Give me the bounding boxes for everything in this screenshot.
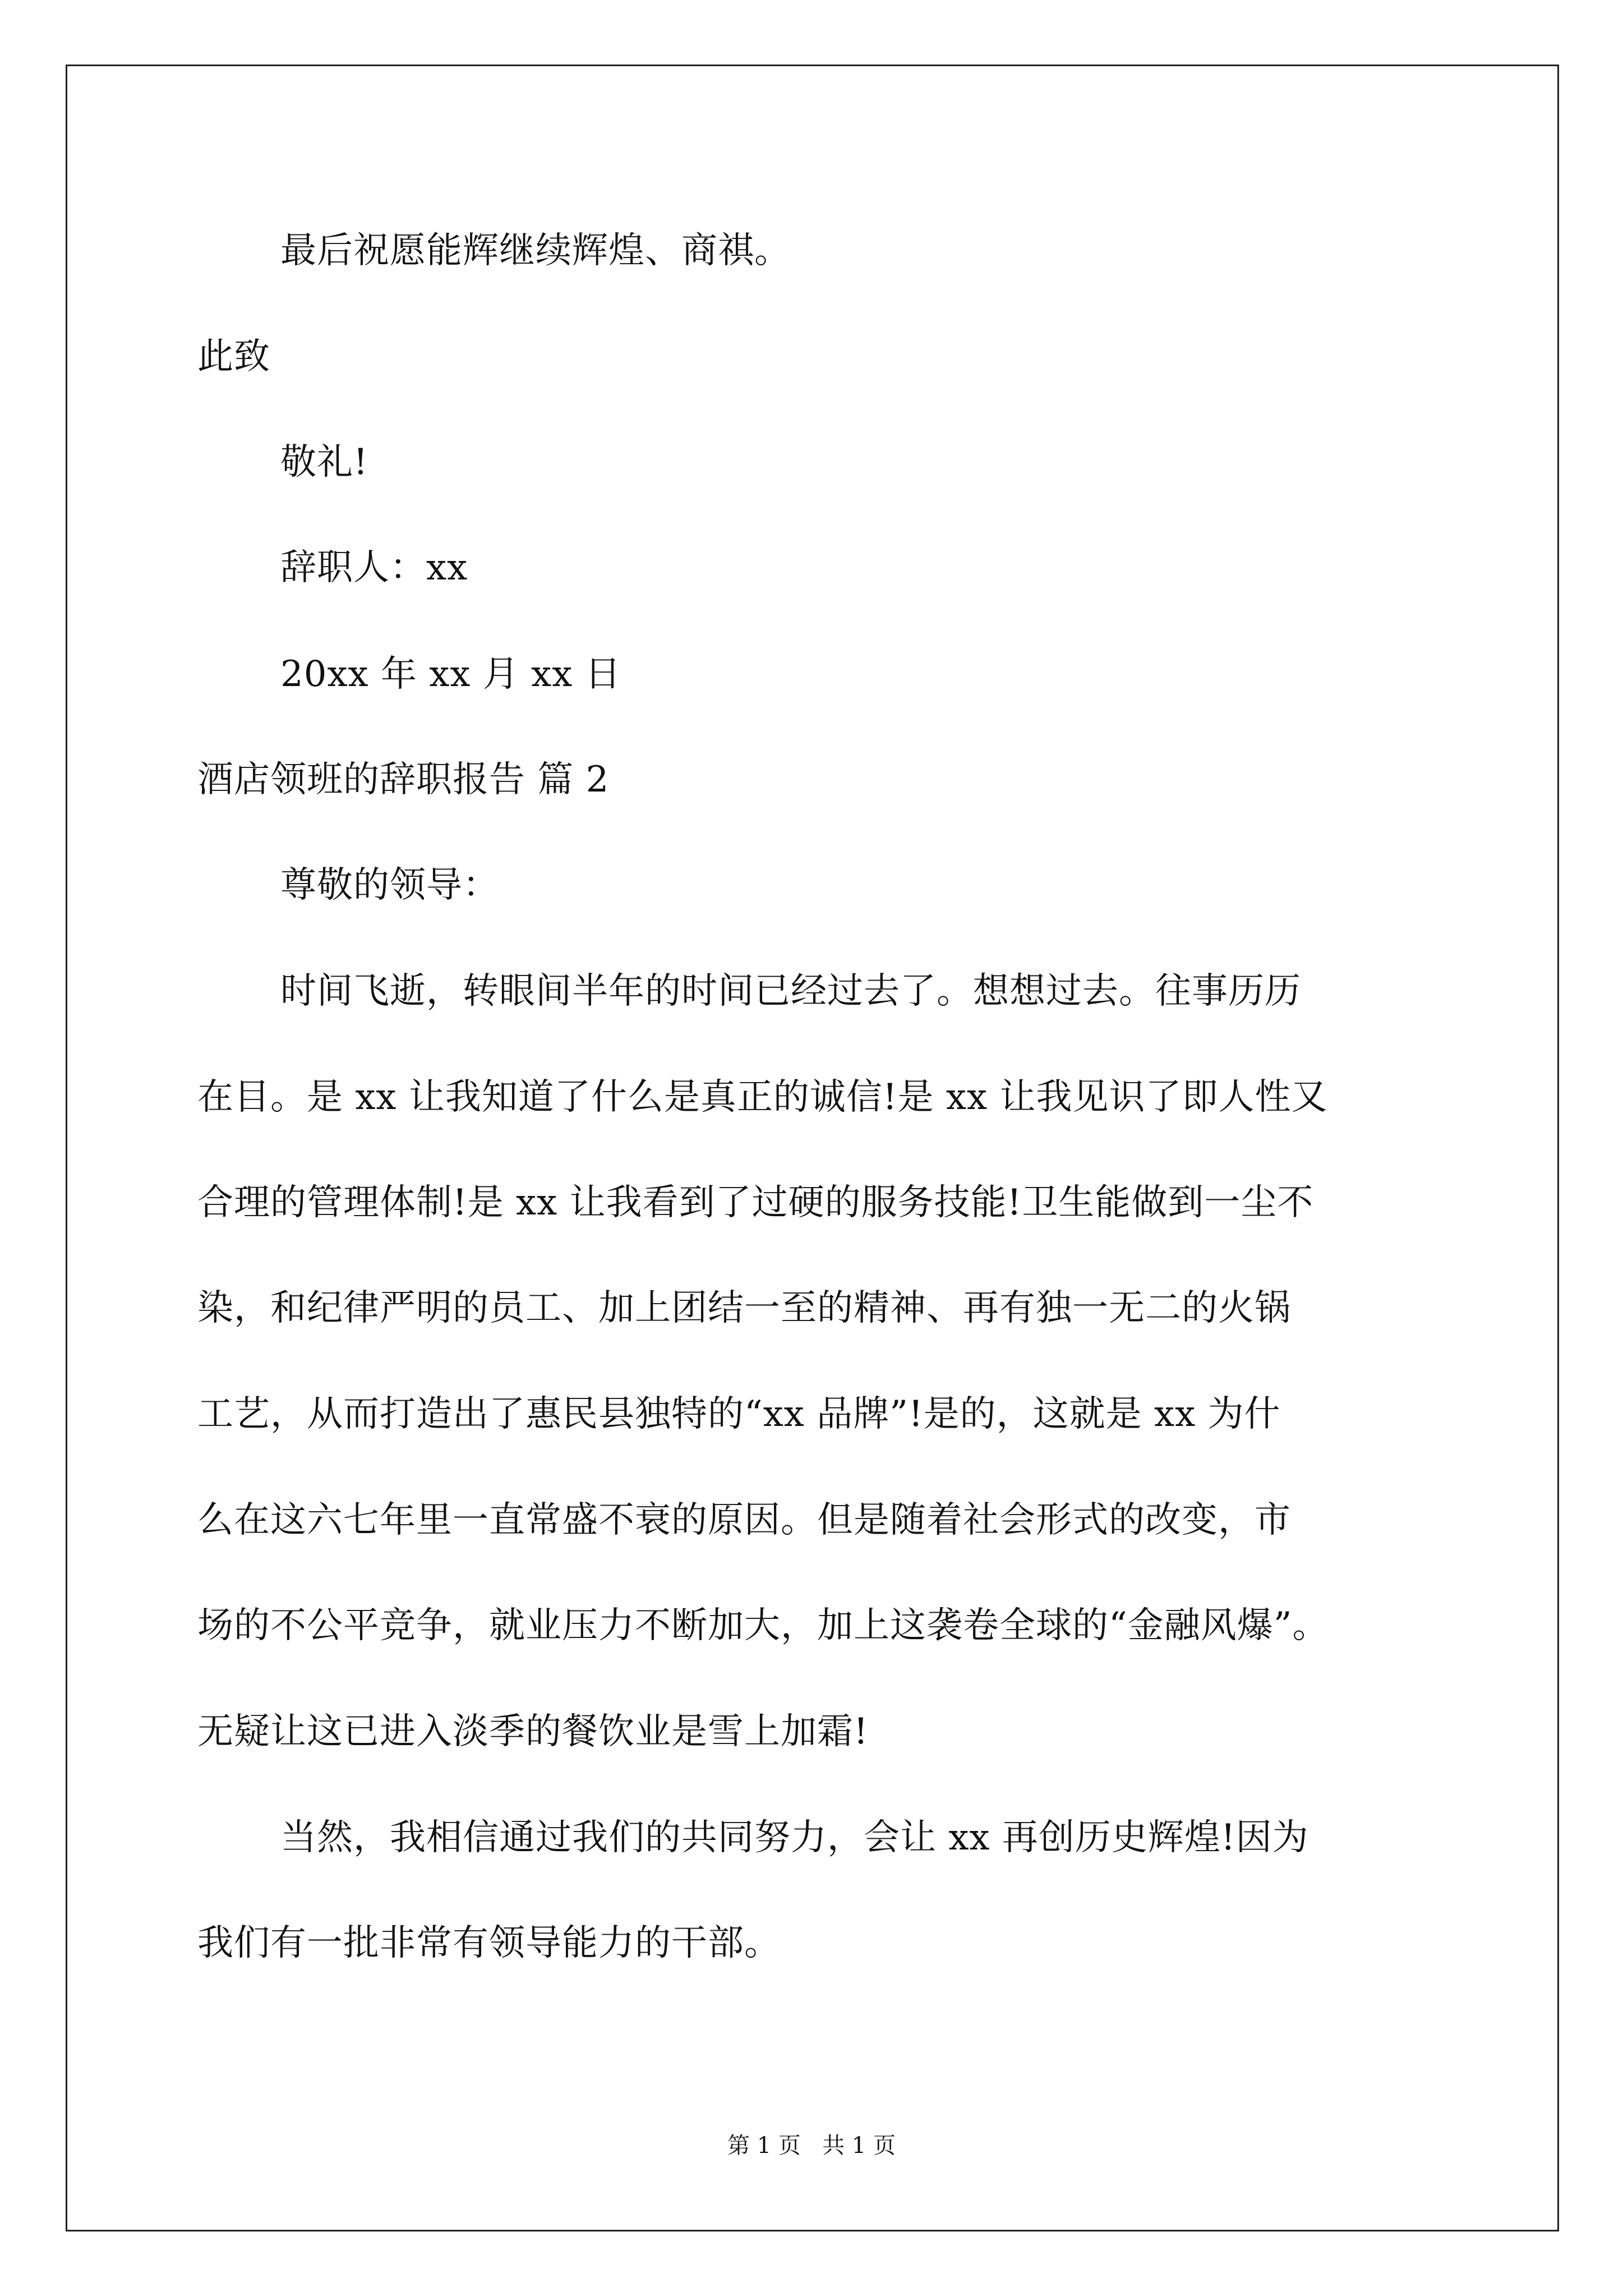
date-line: 20xx 年 xx 月 xx 日 bbox=[280, 654, 621, 695]
paragraph-line: 么在这六七年里一直常盛不衰的原因。但是随着社会形式的改变，市 bbox=[197, 1499, 1291, 1541]
salutation-cizhi: 此致 bbox=[197, 336, 270, 378]
section-heading: 酒店领班的辞职报告 篇 2 bbox=[197, 759, 610, 800]
paragraph-line: 合理的管理体制!是 xx 让我看到了过硬的服务技能!卫生能做到一尘不 bbox=[197, 1182, 1314, 1223]
letter-greeting: 尊敬的领导： bbox=[280, 864, 499, 906]
paragraph-line: 在目。是 xx 让我知道了什么是真正的诚信!是 xx 让我见识了即人性又 bbox=[197, 1076, 1328, 1118]
paragraph-line: 工艺，从而打造出了惠民县独特的“xx 品牌”!是的，这就是 xx 为什 bbox=[197, 1393, 1281, 1435]
paragraph-line: 我们有一批非常有领导能力的干部。 bbox=[197, 1922, 781, 1964]
paragraph-line: 场的不公平竞争，就业压力不断加大，加上这袭卷全球的“金融风爆”。 bbox=[197, 1605, 1329, 1646]
closing-wish-line: 最后祝愿能辉继续辉煌、商祺。 bbox=[280, 230, 791, 272]
page-number-footer: 第 1 页 共 1 页 bbox=[727, 2133, 896, 2159]
paragraph-line: 无疑让这已进入淡季的餐饮业是雪上加霜! bbox=[197, 1711, 869, 1752]
paragraph-line: 染，和纪律严明的员工、加上团结一至的精神、再有独一无二的火锅 bbox=[197, 1287, 1291, 1329]
page-border bbox=[66, 65, 1559, 2231]
paragraph-line: 时间飞逝，转眼间半年的时间已经过去了。想想过去。往事历历 bbox=[280, 970, 1301, 1012]
salutation-jingli: 敬礼! bbox=[280, 441, 368, 483]
paragraph-line: 当然，我相信通过我们的共同努力，会让 xx 再创历史辉煌!因为 bbox=[280, 1817, 1309, 1858]
signer-line: 辞职人：xx bbox=[280, 547, 468, 588]
